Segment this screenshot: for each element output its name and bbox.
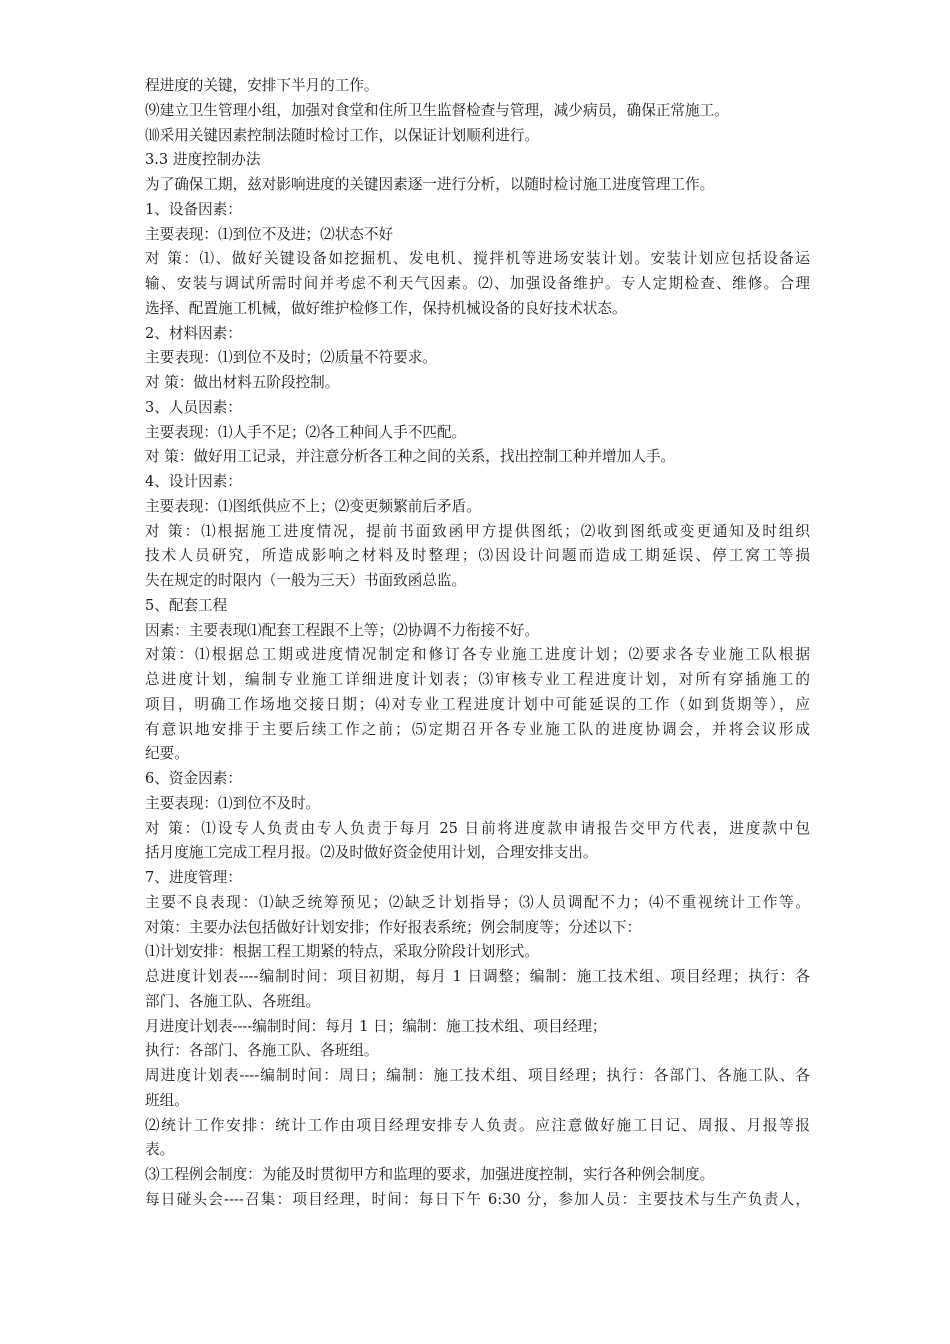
- document-text-line: 对 策：⑴、做好关键设备如挖掘机、发电机、搅拌机等进场安装计划。安装计划应包括设备运: [145, 250, 810, 268]
- document-text-line: 周进度计划表----编制时间：周日；编制：施工技术组、项目经理；执行：各部门、各施工队、各: [145, 1067, 810, 1084]
- document-text-line: 括月度施工完成工程月报。⑵及时做好资金使用计划，合理安排支出。: [145, 844, 598, 862]
- document-text-line: 5、配套工程: [145, 596, 228, 614]
- document-text-line: 输、安装与调试所需时间并考虑不利天气因素。⑵、加强设备维护。专人定期检查、维修。合理: [145, 275, 810, 292]
- document-text-line: 技术人员研究，所造成影响之材料及时整理；⑶因设计问题而造成工期延误、停工窝工等损: [145, 547, 810, 565]
- document-text-line: ⑶工程例会制度：为能及时贯彻甲方和监理的要求，加强进度控制，实行各种例会制度。: [145, 1166, 715, 1183]
- document-text-line: 3、人员因素：: [145, 398, 242, 416]
- document-text-line: 部门、各施工队、各班组。: [145, 992, 321, 1010]
- document-text-line: 6、资金因素：: [145, 770, 242, 787]
- document-text-line: 对策：⑴根据总工期或进度情况制定和修订各专业施工进度计划；⑵要求各专业施工队根据: [145, 646, 810, 664]
- document-text-line: 因素：主要表现⑴配套工程跟不上等；⑵协调不力衔接不好。: [145, 621, 540, 639]
- document-text-line: 纪要。: [145, 745, 189, 763]
- document-text-line: ⑽采用关键因素控制法随时检讨工作，以保证计划顺利进行。: [145, 126, 540, 144]
- document-text-line: 主要表现：⑴到位不及进；⑵状态不好: [145, 225, 394, 243]
- document-text-line: 对 策：⑴根据施工进度情况，提前书面致函甲方提供图纸；⑵收到图纸或变更通知及时组织: [145, 522, 810, 540]
- document-text-line: 2、材料因素：: [145, 324, 242, 342]
- document-text-line: 7、进度管理：: [145, 869, 242, 886]
- document-text-line: 3.3 进度控制办法: [145, 151, 261, 169]
- document-text-line: 失在规定的时限内（一般为三天）书面致函总监。: [145, 572, 467, 589]
- document-text-line: 主要表现：⑴图纸供应不上；⑵变更频繁前后矛盾。: [145, 497, 481, 515]
- document-text-line: 总进度计划表----编制时间：项目初期，每月 1 日调整；编制：施工技术组、项目经理；执行：各: [145, 968, 810, 985]
- document-text-line: 对 策：⑴设专人负责由专人负责于每月 25 日前将进度款申请报告交甲方代表，进度款中包: [145, 819, 810, 837]
- document-text-line: 4、设计因素：: [145, 473, 242, 490]
- document-text-line: 为了确保工期，兹对影响进度的关键因素逐一进行分析，以随时检讨施工进度管理工作。: [145, 176, 715, 193]
- document-text-line: ⑼建立卫生管理小组，加强对食堂和住所卫生监督检查与管理，减少病员，确保正常施工。: [145, 101, 729, 119]
- document-text-line: 1、设备因素：: [145, 200, 242, 218]
- document-text-line: 对策：主要办法包括做好计划安排；作好报表系统；例会制度等；分述以下：: [145, 918, 642, 936]
- document-text-line: 班组。: [145, 1091, 189, 1109]
- document-text-line: 对 策：做好用工记录，并注意分析各工种之间的关系，找出控制工种并增加人手。: [145, 448, 676, 466]
- document-text-line: 执行：各部门、各施工队、各班组。: [145, 1042, 379, 1060]
- document-page: [145, 74, 810, 1213]
- document-text-line: 对 策：做出材料五阶段控制。: [145, 374, 340, 391]
- document-text-line: 主要不良表现：⑴缺乏统筹预见；⑵缺乏计划指导；⑶人员调配不力；⑷不重视统计工作等。: [145, 893, 810, 911]
- document-text-line: ⑵统计工作安排：统计工作由项目经理安排专人负责。应注意做好施工日记、周报、月报等报: [145, 1116, 810, 1134]
- document-text-line: 表。: [145, 1141, 175, 1159]
- document-text-line: 每日碰头会----召集：项目经理，时间：每日下午 6:30 分，参加人员：主要技术与生产负责人，: [145, 1190, 810, 1208]
- document-text-line: ⑴计划安排：根据工程工期紧的特点，采取分阶段计划形式。: [145, 943, 540, 961]
- document-text-line: 主要表现：⑴到位不及时；⑵质量不符要求。: [145, 349, 437, 367]
- document-text-line: 项目，明确工作场地交接日期；⑷对专业工程进度计划中可能延误的工作（如到货期等），应: [145, 695, 810, 713]
- document-text-line: 选择、配置施工机械，做好维护检修工作，保持机械设备的良好技术状态。: [145, 299, 627, 317]
- document-text-line: 月进度计划表----编制时间：每月 1 日；编制：施工技术组、项目经理；: [145, 1017, 607, 1035]
- document-text-line: 有意识地安排于主要后续工作之前；⑸定期召开各专业施工队的进度协调会，并将会议形成: [145, 720, 810, 738]
- document-text-line: 总进度计划，编制专业施工详细进度计划表；⑶审核专业工程进度计划，对所有穿插施工的: [145, 671, 810, 688]
- document-text-line: 主要表现：⑴人手不足；⑵各工种间人手不匹配。: [145, 423, 467, 441]
- document-text-line: 程进度的关键，安排下半月的工作。: [145, 77, 379, 94]
- document-text-line: 主要表现：⑴到位不及时。: [145, 794, 321, 812]
